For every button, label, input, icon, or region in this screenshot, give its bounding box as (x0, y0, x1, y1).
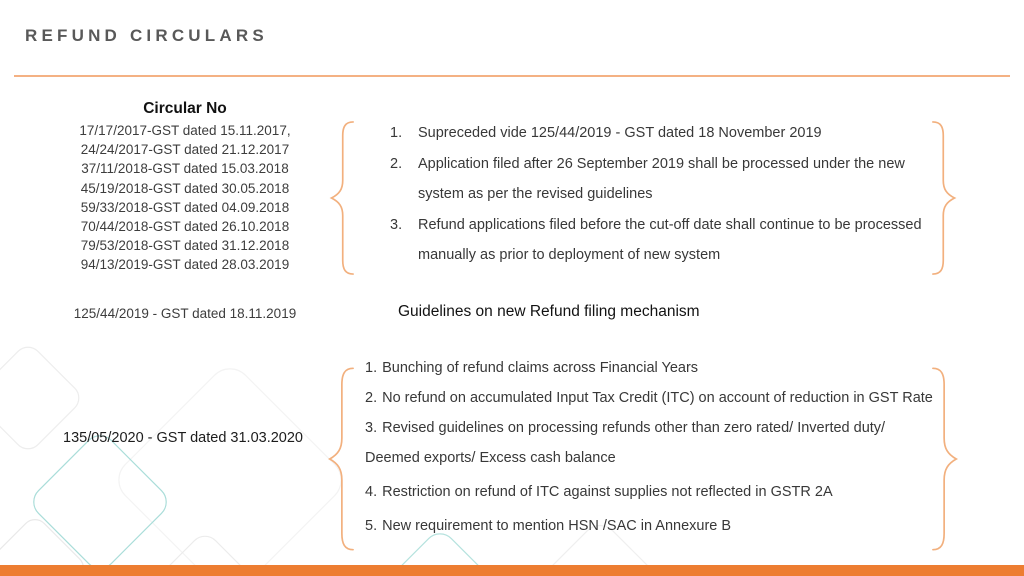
list-item-number: 5. (365, 518, 378, 534)
list-item-text: Revised guidelines on processing refunds other than zero rated/ Inverted duty/ Deemed exports/ Excess cash balance (365, 420, 886, 466)
list-item-number: 3. (365, 420, 378, 436)
list-item (365, 413, 933, 473)
title-divider-line (14, 75, 1010, 77)
circular-number-list (60, 121, 310, 275)
circular-125-label: 125/44/2019 - GST dated 18.11.2019 (73, 306, 297, 321)
list-item-text: Bunching of refund claims across Financial Years (382, 360, 699, 376)
circular-list-item: 94/13/2019-GST dated 28.03.2019 (80, 257, 290, 273)
list-item-text: Refund applications filed before the cut-off date shall continue to be processed manually as prior to deployment of new system (418, 216, 922, 263)
list-item-number: 3. (390, 216, 403, 233)
list-item (365, 353, 933, 383)
circular-135-label: 135/05/2020 - GST dated 31.03.2020 (63, 430, 303, 446)
superseded-notes-list (390, 118, 935, 271)
list-item (365, 511, 933, 541)
circular-no-heading: Circular No (143, 100, 227, 117)
bottom-accent-bar (0, 565, 1024, 576)
list-item (390, 149, 935, 210)
list-item-text: No refund on accumulated Input Tax Credit (ITC) on account of reduction in GST Rate (382, 390, 933, 406)
list-item (365, 477, 933, 507)
list-item (390, 210, 935, 271)
circular-list-item: 17/17/2017-GST dated 15.11.2017, (79, 123, 291, 138)
circular-list-item: 59/33/2018-GST dated 04.09.2018 (80, 199, 290, 215)
list-item-number: 2. (365, 390, 378, 406)
left-curly-brace-icon (326, 366, 354, 552)
list-item-number: 1. (390, 125, 403, 141)
list-item-text: Supreceded vide 125/44/2019 - GST dated 18 November 2019 (418, 125, 822, 141)
page-title: REFUND CIRCULARS (25, 26, 268, 45)
list-item-number: 1. (365, 360, 378, 376)
right-curly-brace-icon (932, 366, 960, 552)
list-item-text: New requirement to mention HSN /SAC in Annexure B (382, 518, 732, 534)
list-item-number: 4. (365, 484, 378, 500)
list-item (365, 383, 933, 413)
circular-125-description: Guidelines on new Refund filing mechanism (398, 303, 700, 320)
circular-list-item: 70/44/2018-GST dated 26.10.2018 (80, 219, 290, 235)
list-item-text: Restriction on refund of ITC against supplies not reflected in GSTR 2A (382, 484, 833, 500)
circular-135-notes-list (365, 353, 933, 541)
left-curly-brace-icon (328, 120, 354, 276)
right-curly-brace-icon (932, 120, 958, 276)
circular-list-item: 45/19/2018-GST dated 30.05.2018 (80, 180, 290, 196)
circular-list-item: 79/53/2018-GST dated 31.12.2018 (80, 238, 290, 254)
list-item (390, 118, 935, 149)
circular-list-item: 37/11/2018-GST dated 15.03.2018 (81, 161, 289, 177)
list-item-number: 2. (390, 155, 403, 172)
circular-list-item: 24/24/2017-GST dated 21.12.2017 (80, 142, 290, 158)
list-item-text: Application filed after 26 September 2019 shall be processed under the new system as per the revised guidelines (418, 155, 905, 202)
